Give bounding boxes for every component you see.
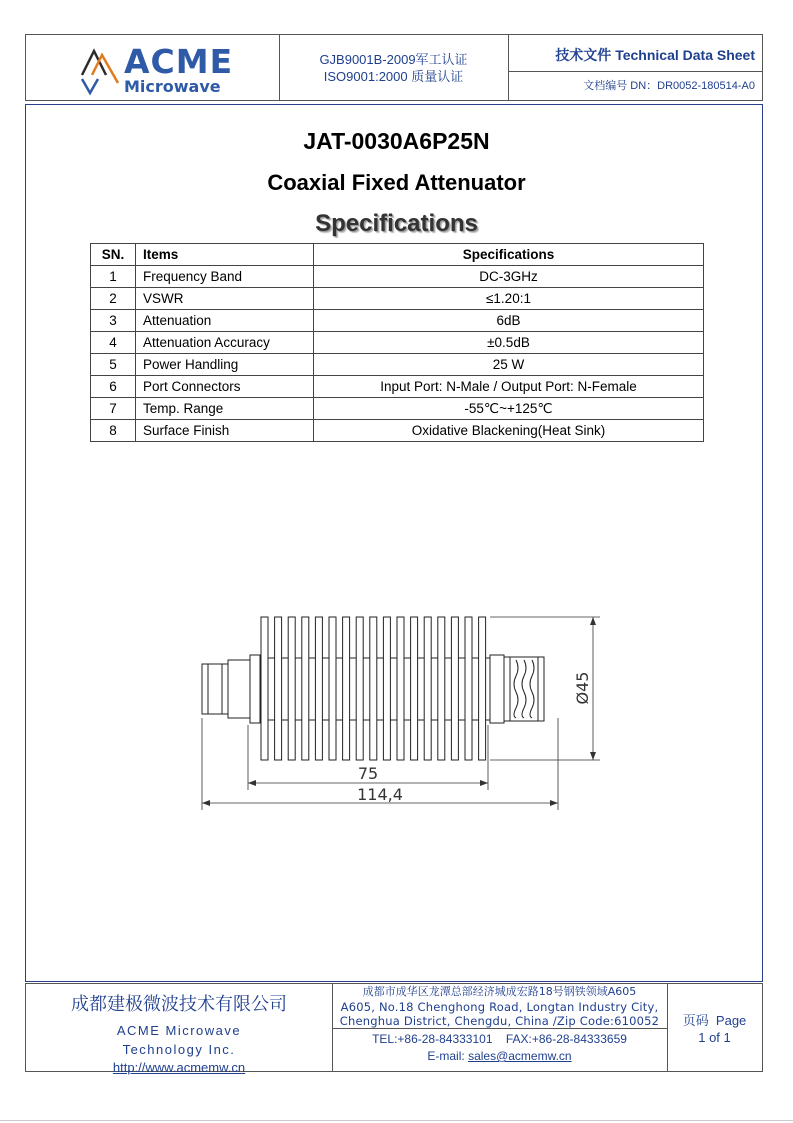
row-item: Port Connectors xyxy=(136,376,314,398)
heat-sink-fin xyxy=(424,617,431,760)
row-spec: Input Port: N-Male / Output Port: N-Female xyxy=(314,376,704,398)
address-cell xyxy=(332,984,668,1071)
header-specifications: Specifications xyxy=(314,244,704,266)
heat-sink-fin xyxy=(370,617,377,760)
attenuator-outline-drawing xyxy=(180,600,620,815)
spec-table xyxy=(90,243,704,442)
address-en-line1: A605, No.18 Chenghong Road, Longtan Industry City, xyxy=(340,999,659,1014)
page-bottom-rule xyxy=(0,1120,793,1121)
document-footer xyxy=(25,983,763,1075)
table-row xyxy=(91,288,704,310)
row-sn: 3 xyxy=(91,310,136,332)
right-collar xyxy=(490,655,504,723)
row-item: Power Handling xyxy=(136,354,314,376)
row-item: Surface Finish xyxy=(136,420,314,442)
page-cell xyxy=(667,984,762,1071)
heat-sink-fin xyxy=(465,617,472,760)
doc-info-cell xyxy=(509,35,762,100)
logo-brand: ACME xyxy=(124,42,234,81)
contact-block xyxy=(332,1031,667,1065)
row-sn: 7 xyxy=(91,398,136,420)
header-items: Items xyxy=(136,244,314,266)
email-label: E-mail: xyxy=(427,1049,469,1063)
page-label: 页码 Page xyxy=(682,1013,747,1028)
row-spec: ±0.5dB xyxy=(314,332,704,354)
logo-cell xyxy=(26,35,280,100)
drawing-geometry xyxy=(202,617,544,760)
heat-sink-fin xyxy=(383,617,390,760)
certification-cell xyxy=(279,35,509,100)
row-item: Frequency Band xyxy=(136,266,314,288)
n-female-port xyxy=(202,664,228,714)
header-sn: SN. xyxy=(91,244,136,266)
dim-body-length: 75 xyxy=(357,764,379,783)
heat-sink-fin xyxy=(438,617,445,760)
address-block xyxy=(332,984,667,1029)
table-row xyxy=(91,420,704,442)
company-name-en-line2: Technology Inc. xyxy=(122,1042,236,1057)
doc-type: 技术文件 Technical Data Sheet xyxy=(509,35,762,72)
heat-sink-fin xyxy=(302,617,309,760)
row-sn: 4 xyxy=(91,332,136,354)
row-spec: Oxidative Blackening(Heat Sink) xyxy=(314,420,704,442)
table-row xyxy=(91,398,704,420)
row-item: Temp. Range xyxy=(136,398,314,420)
document-header xyxy=(25,34,763,101)
company-name-cn: 成都建极微波技术有限公司 xyxy=(71,994,287,1014)
heat-sink-fin xyxy=(356,617,363,760)
email-link[interactable]: sales@acmemw.cn xyxy=(468,1049,572,1063)
row-sn: 1 xyxy=(91,266,136,288)
address-en-line2: Chenghua District, Chengdu, China /Zip Code:610052 xyxy=(339,1014,660,1028)
table-row xyxy=(91,266,704,288)
row-spec: -55℃~+125℃ xyxy=(314,398,704,420)
section-title: Specifications xyxy=(315,210,478,237)
heat-sink-fin xyxy=(261,617,268,760)
acme-logo-icon xyxy=(80,41,124,97)
row-spec: ≤1.20:1 xyxy=(314,288,704,310)
email-line xyxy=(332,1048,667,1065)
left-collar xyxy=(228,660,250,718)
spec-table-header xyxy=(91,244,704,266)
heat-sink-fin xyxy=(288,617,295,760)
table-row xyxy=(91,354,704,376)
heat-sink-fin xyxy=(275,617,282,760)
part-number: JAT-0030A6P25N xyxy=(303,128,490,154)
cert-line-iso: ISO9001:2000 质量认证 xyxy=(323,69,464,84)
row-spec: 25 W xyxy=(314,354,704,376)
tel-fax: TEL:+86-28-84333101 FAX:+86-28-84333659 xyxy=(372,1032,627,1046)
row-item: VSWR xyxy=(136,288,314,310)
cert-line-gjb: GJB9001B-2009军工认证 xyxy=(319,52,468,67)
logo-subtitle: Microwave xyxy=(124,77,221,96)
doc-number: 文档编号 DN：DR0052-180514-A0 xyxy=(583,80,755,92)
row-sn: 6 xyxy=(91,376,136,398)
heat-sink-fin xyxy=(411,617,418,760)
company-name-en-line1: ACME Microwave xyxy=(116,1023,242,1038)
heat-sink-fins xyxy=(261,617,486,760)
heat-sink-fin xyxy=(329,617,336,760)
heat-sink-fin xyxy=(451,617,458,760)
table-row xyxy=(91,332,704,354)
website-link[interactable]: http://www.acmemw.cn xyxy=(112,1060,246,1075)
row-item: Attenuation Accuracy xyxy=(136,332,314,354)
address-cn: 成都市成华区龙潭总部经济城成宏路18号钢铁领域A605 xyxy=(362,985,637,998)
table-row xyxy=(91,376,704,398)
row-spec: 6dB xyxy=(314,310,704,332)
table-row xyxy=(91,310,704,332)
row-sn: 5 xyxy=(91,354,136,376)
product-name: Coaxial Fixed Attenuator xyxy=(267,170,526,195)
row-item: Attenuation xyxy=(136,310,314,332)
heat-sink-fin xyxy=(315,617,322,760)
row-sn: 2 xyxy=(91,288,136,310)
page-number: 1 of 1 xyxy=(698,1030,731,1045)
dim-diameter: Ø45 xyxy=(573,671,592,705)
heat-sink-fin xyxy=(479,617,486,760)
company-cell xyxy=(26,984,333,1075)
heat-sink-fin xyxy=(397,617,404,760)
row-spec: DC-3GHz xyxy=(314,266,704,288)
dim-total-length: 114,4 xyxy=(357,785,403,804)
row-sn: 8 xyxy=(91,420,136,442)
heat-sink-fin xyxy=(343,617,350,760)
